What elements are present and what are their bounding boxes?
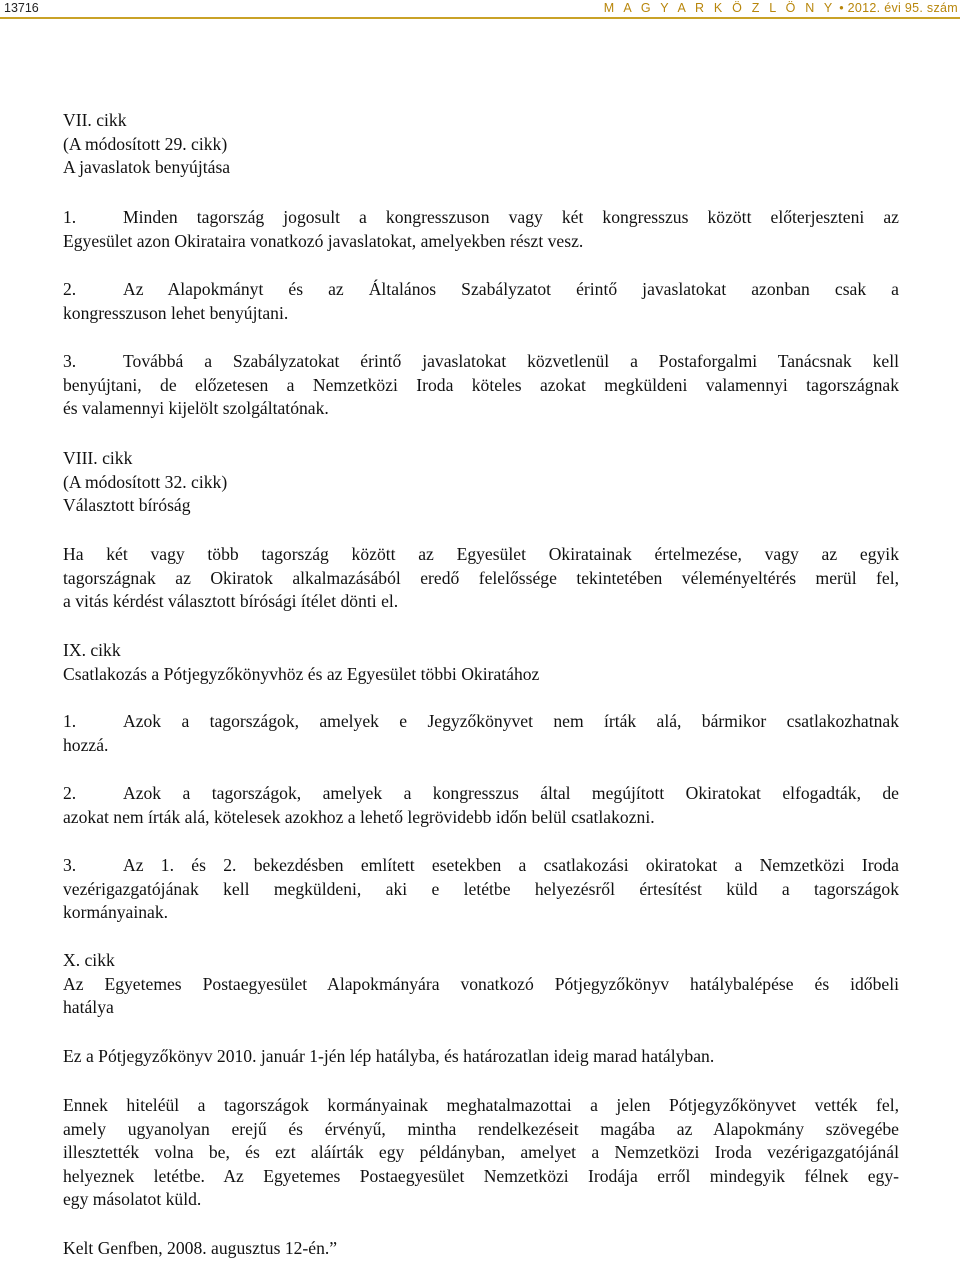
- article-7-reference: (A módosított 29. cikk): [63, 133, 228, 154]
- article-7-paragraph-2: [63, 278, 899, 325]
- publication-info: [604, 1, 958, 15]
- paragraph-text: illesztették volna be, és ezt aláírták egy példányban, amelyet a Nemzetközi Iroda vezérigazgatójánál: [63, 1142, 899, 1162]
- article-7-heading-block: [63, 109, 899, 180]
- paragraph-number: 3.: [63, 855, 77, 875]
- paragraph-text: Egyesület azon Okirataira vonatkozó javaslatokat, amelyekben részt vesz.: [63, 230, 584, 251]
- article-8-heading: VIII. cikk: [63, 448, 133, 468]
- article-10-heading: X. cikk: [63, 950, 115, 970]
- page-header: [0, 0, 960, 18]
- paragraph-number: 1.: [63, 711, 77, 731]
- article-8-title: Választott bíróság: [63, 495, 191, 515]
- paragraph-text: Az 1. és 2. bekezdésben említett esetekben a csatlakozási okiratokat a Nemzetközi Iroda: [123, 855, 899, 875]
- article-9-paragraph-1: [63, 710, 899, 757]
- page-number: 13716: [4, 1, 39, 15]
- paragraph-text: a vitás kérdést választott bírósági ítélet dönti el.: [63, 591, 399, 611]
- article-8-paragraph: [63, 543, 899, 614]
- article-10-paragraph: [63, 1045, 899, 1069]
- paragraph-text: Az Alapokmányt és az Általános Szabályzatot érintő javaslatokat azonban csak a: [123, 279, 899, 299]
- paragraph-text: tagországnak az Okiratok alkalmazásából eredő felelőssége tekintetében véleményeltérés merül fel,: [63, 567, 899, 588]
- paragraph-text: vezérigazgatójának kell megküldeni, aki e letétbe helyezésről értesítést küld a tagországok: [63, 878, 899, 899]
- article-10-title: Az Egyetemes Postaegyesület Alapokmányára vonatkozó Pótjegyzőkönyv hatálybalépése és időbeli: [63, 973, 899, 994]
- paragraph-text: azokat nem írták alá, kötelesek azokhoz a lehető legrövidebb időn belül csatlakozni.: [63, 806, 655, 827]
- article-7-paragraph-1: [63, 206, 899, 253]
- paragraph-text: amely ugyanolyan erejű és érvényű, mintha rendelkezéseit magába az Alapokmány szövegébe: [63, 1118, 899, 1139]
- paragraph-number: 2.: [63, 279, 77, 299]
- paragraph-text: helyeznek letétbe. Az Egyetemes Postaegyesület Nemzetközi Irodája erről mindegyik félnek egy-: [63, 1165, 899, 1186]
- bullet-separator: •: [839, 1, 844, 15]
- article-10-title-cont: hatálya: [63, 997, 114, 1017]
- paragraph-text: egy másolatot küld.: [63, 1189, 202, 1209]
- paragraph-text: hozzá.: [63, 734, 109, 755]
- article-10-heading-block: [63, 949, 899, 1020]
- header-rule: [0, 17, 960, 19]
- article-9-heading-block: [63, 639, 899, 686]
- signoff-text: Kelt Genfben, 2008. augusztus 12-én.”: [63, 1238, 338, 1258]
- article-9-heading: IX. cikk: [63, 640, 121, 660]
- article-7-title: A javaslatok benyújtása: [63, 157, 231, 177]
- paragraph-number: 3.: [63, 351, 77, 371]
- article-8-heading-block: [63, 447, 899, 518]
- article-7-heading: VII. cikk: [63, 110, 127, 130]
- paragraph-number: 2.: [63, 783, 77, 803]
- closing-clause: [63, 1094, 899, 1212]
- article-9-paragraph-2: [63, 782, 899, 829]
- paragraph-text: és valamennyi kijelölt szolgáltatónak.: [63, 398, 329, 418]
- signoff: [63, 1237, 899, 1261]
- paragraph-text: kongresszuson lehet benyújtani.: [63, 302, 289, 323]
- paragraph-text: Azok a tagországok, amelyek e Jegyzőkönyvet nem írták alá, bármikor csatlakozhatnak: [123, 711, 899, 731]
- paragraph-text: Ennek hiteléül a tagországok kormányainak meghatalmazottai a jelen Pótjegyzőkönyvet vették fel,: [63, 1095, 899, 1115]
- paragraph-text: Ez a Pótjegyzőkönyv 2010. január 1-jén lép hatályba, és határozatlan ideig marad hatályban.: [63, 1046, 715, 1066]
- paragraph-text: Azok a tagországok, amelyek a kongresszus által megújított Okiratokat elfogadták, de: [123, 783, 899, 803]
- paragraph-text: benyújtani, de előzetesen a Nemzetközi Iroda köteles azokat megküldeni valamennyi tagországnak: [63, 374, 899, 395]
- paragraph-number: 1.: [63, 207, 77, 227]
- article-8-reference: (A módosított 32. cikk): [63, 471, 228, 492]
- paragraph-text: Ha két vagy több tagország között az Egyesület Okiratainak értelmezése, vagy az egyik: [63, 544, 899, 564]
- paragraph-text: kormányainak.: [63, 902, 169, 922]
- paragraph-text: Továbbá a Szabályzatokat érintő javaslatokat közvetlenül a Postaforgalmi Tanácsnak kell: [123, 351, 899, 371]
- publication-title: M A G Y A R K Ö Z L Ö N Y: [603, 1, 836, 15]
- article-9-paragraph-3: [63, 854, 899, 925]
- article-7-paragraph-3: [63, 350, 899, 421]
- paragraph-text: Minden tagország jogosult a kongresszuson vagy két kongresszus között előterjeszteni az: [123, 207, 899, 227]
- article-9-title: Csatlakozás a Pótjegyzőkönyvhöz és az Egyesület többi Okiratához: [63, 663, 540, 684]
- issue-number: 2012. évi 95. szám: [847, 1, 958, 15]
